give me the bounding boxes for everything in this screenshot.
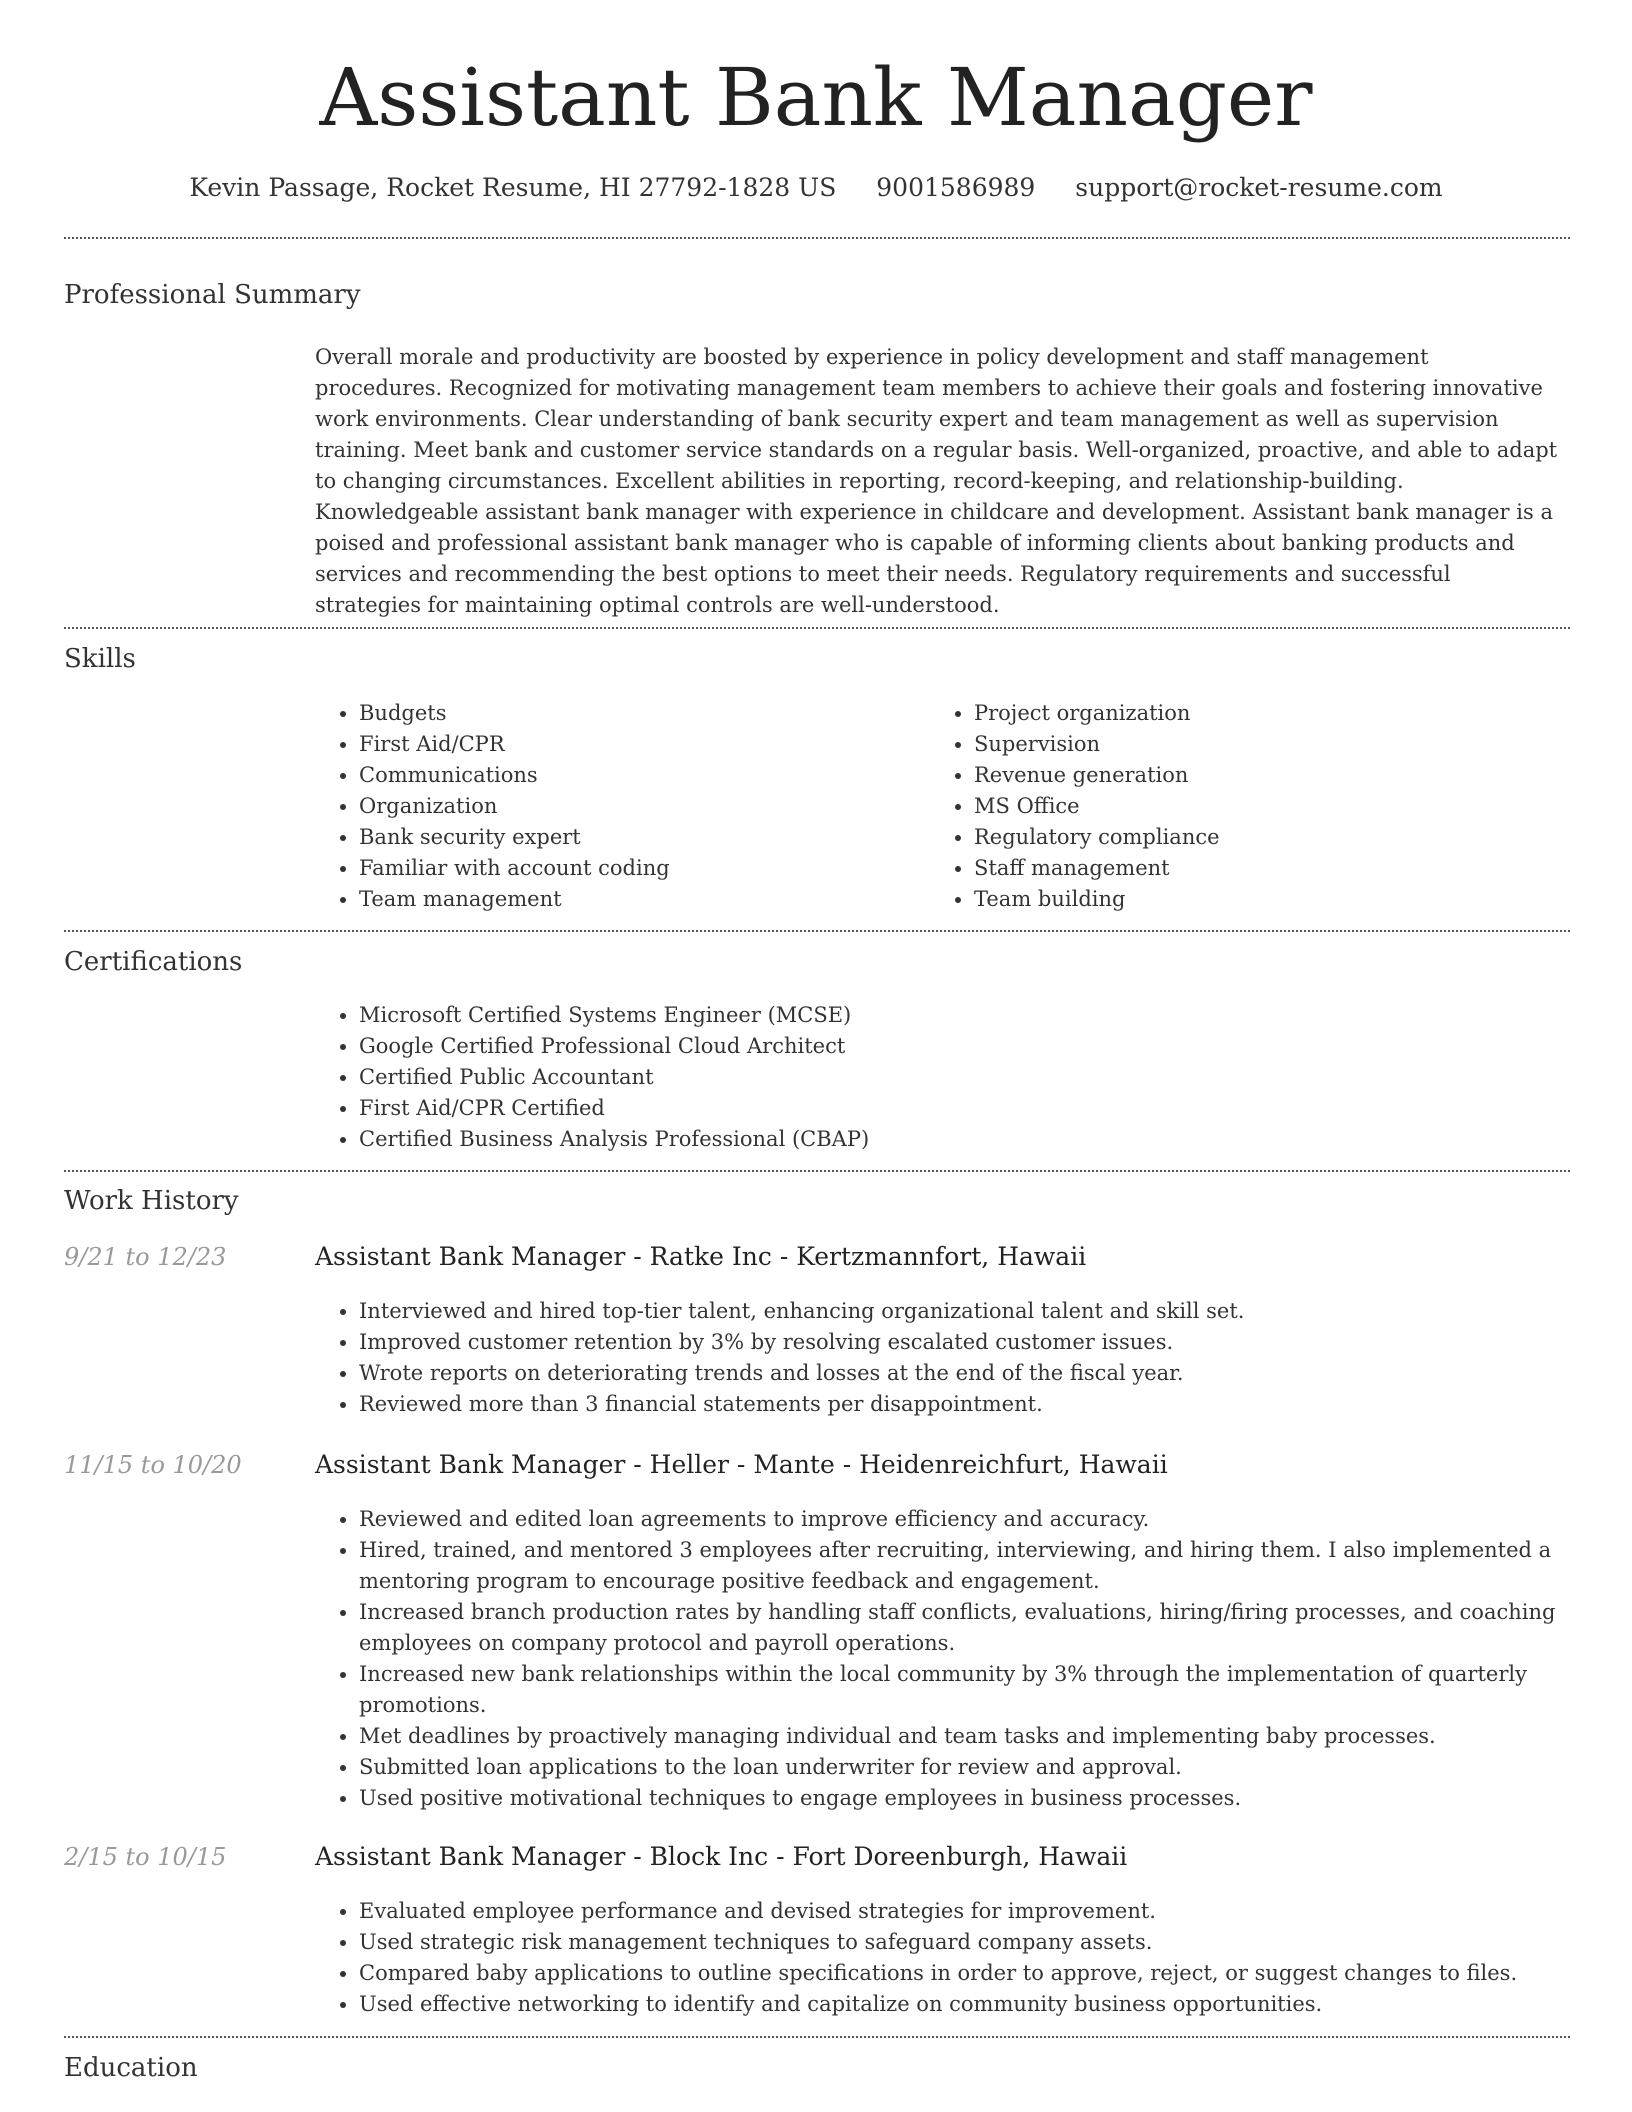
skill-item: • Familiar with account coding <box>359 853 919 884</box>
skill-item: • Staff management <box>974 853 1574 884</box>
job-bullets <box>315 1896 1604 2020</box>
certification-item: • First Aid/CPR Certified <box>359 1093 1559 1124</box>
job-bullet: • Reviewed more than 3 financial statements per disappointment. <box>359 1389 1604 1420</box>
skills-list-left <box>315 698 919 915</box>
job-title: Assistant Bank Manager - Block Inc - Fort Doreenburgh, Hawaii <box>315 1842 1128 1871</box>
section-divider <box>64 2036 1570 2038</box>
job-bullet: • Wrote reports on deteriorating trends and losses at the end of the fiscal year. <box>359 1358 1604 1389</box>
contact-address: Kevin Passage, Rocket Resume, HI 27792-1828 US <box>189 173 837 202</box>
contact-email: support@rocket-resume.com <box>1075 173 1443 202</box>
job-bullet: • Reviewed and edited loan agreements to improve efficiency and accuracy. <box>359 1504 1604 1535</box>
job-bullet: • Submitted loan applications to the loan underwriter for review and approval. <box>359 1752 1604 1783</box>
skill-item: • Bank security expert <box>359 822 919 853</box>
job-bullets <box>315 1296 1604 1420</box>
certification-item: • Certified Business Analysis Professional (CBAP) <box>359 1124 1559 1155</box>
job-bullet: • Met deadlines by proactively managing individual and team tasks and implementing baby processes. <box>359 1721 1604 1752</box>
job-bullet: • Used strategic risk management techniques to safeguard company assets. <box>359 1927 1604 1958</box>
skill-item: • MS Office <box>974 791 1574 822</box>
section-divider <box>64 627 1570 629</box>
skill-item: • Regulatory compliance <box>974 822 1574 853</box>
job-bullet: • Interviewed and hired top-tier talent, enhancing organizational talent and skill set. <box>359 1296 1604 1327</box>
job-bullet: • Compared baby applications to outline specifications in order to approve, reject, or suggest changes to files. <box>359 1958 1604 1989</box>
skill-item: • Communications <box>359 760 919 791</box>
certifications-list <box>315 1000 1559 1155</box>
skill-item: • Team building <box>974 884 1574 915</box>
job-title: Assistant Bank Manager - Heller - Mante - Heidenreichfurt, Hawaii <box>315 1450 1168 1479</box>
education-heading: Education <box>64 2053 198 2083</box>
job-bullet: • Improved customer retention by 3% by resolving escalated customer issues. <box>359 1327 1604 1358</box>
skills-list-right <box>930 698 1574 915</box>
job-dates: 9/21 to 12/23 <box>64 1243 227 1271</box>
skill-item: • First Aid/CPR <box>359 729 919 760</box>
job-bullet: • Hired, trained, and mentored 3 employees after recruiting, interviewing, and hiring them. I also implemented a mentoring program to encourage positive feedback and engagement. <box>359 1535 1604 1597</box>
contact-phone: 9001586989 <box>876 173 1036 202</box>
section-divider <box>64 1170 1570 1172</box>
certification-item: • Google Certified Professional Cloud Architect <box>359 1031 1559 1062</box>
skill-item: • Revenue generation <box>974 760 1574 791</box>
job-bullet: • Increased branch production rates by handling staff conflicts, evaluations, hiring/firing processes, and coaching employees on company protocol and payroll operations. <box>359 1597 1604 1659</box>
job-bullet: • Used effective networking to identify and capitalize on community business opportunities. <box>359 1989 1604 2020</box>
job-bullet: • Used positive motivational techniques to engage employees in business processes. <box>359 1783 1604 1814</box>
skill-item: • Team management <box>359 884 919 915</box>
job-dates: 2/15 to 10/15 <box>64 1843 227 1871</box>
skill-item: • Budgets <box>359 698 919 729</box>
skill-item: • Organization <box>359 791 919 822</box>
job-bullet: • Evaluated employee performance and devised strategies for improvement. <box>359 1896 1604 1927</box>
certification-item: • Certified Public Accountant <box>359 1062 1559 1093</box>
skill-item: • Supervision <box>974 729 1574 760</box>
job-bullets <box>315 1504 1604 1814</box>
job-dates: 11/15 to 10/20 <box>64 1451 242 1479</box>
certifications-heading: Certifications <box>64 947 243 977</box>
summary-heading: Professional Summary <box>64 280 361 310</box>
certification-item: • Microsoft Certified Systems Engineer (MCSE) <box>359 1000 1559 1031</box>
skills-heading: Skills <box>64 644 136 674</box>
section-divider <box>64 237 1570 239</box>
page-title: Assistant Bank Manager <box>319 51 1313 144</box>
summary-text: Overall morale and productivity are boosted by experience in policy development and staff management procedures. Recognized for motivating management team members to achieve their goals and fostering innovative work environments. Clear understanding of bank security expert and team management as well as supervision training. Meet bank and customer service standards on a regular basis. Well-organized, proactive, and able to adapt to changing circumstances. Excellent abilities in reporting, record-keeping, and relationship-building. Knowledgeable assistant bank manager with experience in childcare and development. Assistant bank manager is a poised and professional assistant bank manager who is capable of informing clients about banking products and services and recommending the best options to meet their needs. Regulatory requirements and successful strategies for maintaining optimal controls are well-understood. <box>315 345 1558 617</box>
job-bullet: • Increased new bank relationships within the local community by 3% through the implementation of quarterly promotions. <box>359 1659 1604 1721</box>
contact-line <box>0 170 1632 206</box>
skill-item: • Project organization <box>974 698 1574 729</box>
section-divider <box>64 930 1570 932</box>
job-title: Assistant Bank Manager - Ratke Inc - Kertzmannfort, Hawaii <box>315 1242 1087 1271</box>
work-history-heading: Work History <box>64 1186 239 1216</box>
